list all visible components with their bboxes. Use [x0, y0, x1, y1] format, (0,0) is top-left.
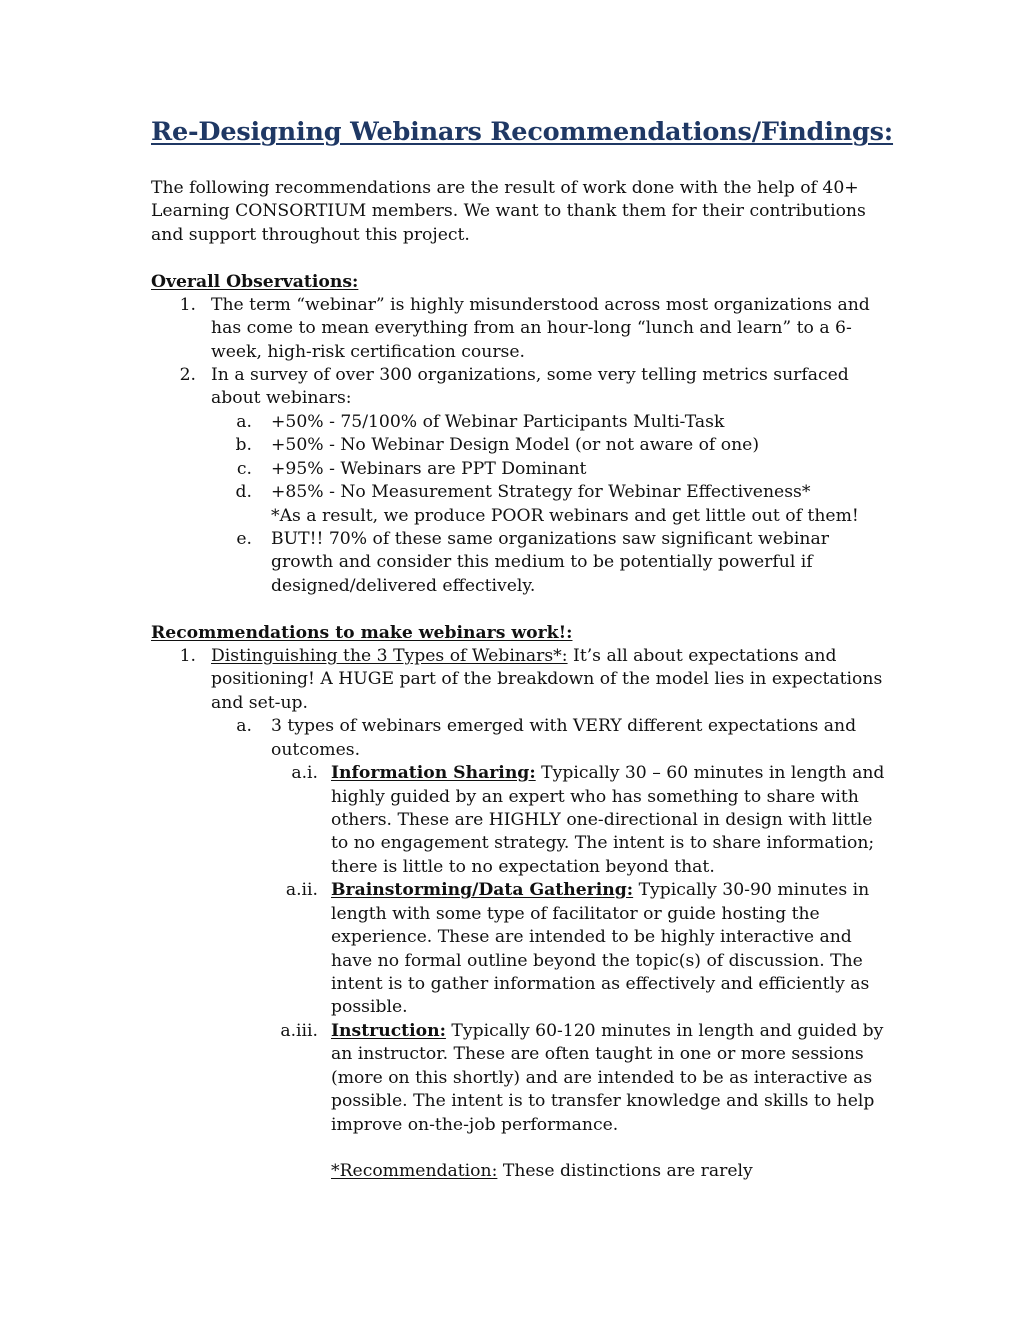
metric-item: +50% - 75/100% of Webinar Participants Multi-Task [271, 412, 725, 432]
type-line: experience. These are intended to be highly interactive and [331, 927, 852, 947]
type-line: there is little to no expectation beyond that. [331, 857, 715, 877]
metric-item: +95% - Webinars are PPT Dominant [271, 459, 587, 479]
sub-marker: a. [236, 716, 252, 736]
type-name: Information Sharing: [331, 763, 536, 783]
overall-item1-line: has come to mean everything from an hour-long “lunch and learn” to a 6- [211, 318, 852, 338]
type-first-line-rest: Typically 60-120 minutes in length and guided by [445, 1021, 884, 1041]
recommendation-sub-line: outcomes. [271, 740, 361, 760]
type-line: length with some type of facilitator or guide hosting the [331, 904, 820, 924]
intro-line-2: Learning CONSORTIUM members. We want to thank them for their contributions [151, 201, 866, 221]
recommendation-item1-first-line [211, 645, 836, 669]
overall-item1-line: The term “webinar” is highly misunderstood across most organizations and [211, 295, 870, 315]
overall-heading: Overall Observations: [151, 272, 359, 292]
recommendation-item1-rest: It’s all about expectations and [567, 646, 837, 666]
types-link-heading: Distinguishing the 3 Types of Webinars*: [211, 646, 568, 666]
metric-item: +50% - No Webinar Design Model (or not aware of one) [271, 435, 760, 455]
type-line: highly guided by an expert who has something to share with [331, 787, 859, 807]
intro-line-3: and support throughout this project. [151, 225, 470, 245]
type-line: improve on-the-job performance. [331, 1115, 619, 1135]
overall-item1-line: week, high-risk certification course. [211, 342, 526, 362]
type-first-line-rest: Typically 30 – 60 minutes in length and [535, 763, 885, 783]
sub-marker: c. [236, 459, 252, 479]
sub-marker: e. [236, 529, 252, 549]
type-line: an instructor. These are often taught in one or more sessions [331, 1044, 864, 1064]
recommendation-note-text: These distinctions are rarely [497, 1161, 753, 1181]
metric-item-line: growth and consider this medium to be potentially powerful if [271, 552, 813, 572]
list-marker: 2. [179, 365, 196, 385]
list-marker: 1. [179, 295, 196, 315]
overall-item2-line: about webinars: [211, 388, 352, 408]
metric-item: BUT!! 70% of these same organizations saw significant webinar [271, 529, 829, 549]
roman-marker: a.i. [291, 763, 318, 783]
type-information-sharing [331, 762, 884, 786]
intro-line-1: The following recommendations are the result of work done with the help of 40+ [151, 178, 859, 198]
recommendation-sub-line: 3 types of webinars emerged with VERY different expectations and [271, 716, 857, 736]
type-brainstorming [331, 879, 869, 903]
type-name: Instruction: [331, 1021, 446, 1041]
sub-marker: d. [235, 482, 252, 502]
document-title: Re-Designing Webinars Recommendations/Findings: [151, 117, 894, 147]
recommendation-item1-line: and set-up. [211, 693, 309, 713]
roman-marker: a.ii. [285, 880, 318, 900]
list-marker: 1. [179, 646, 196, 666]
metric-item-line: designed/delivered effectively. [271, 576, 536, 596]
type-line: possible. The intent is to transfer knowledge and skills to help [331, 1091, 875, 1111]
type-line: others. These are HIGHLY one-directional in design with little [331, 810, 873, 830]
recommendation-note-label: *Recommendation: [331, 1161, 498, 1181]
type-line: intent is to gather information as effectively and efficiently as [331, 974, 870, 994]
sub-marker: b. [235, 435, 252, 455]
sub-marker: a. [236, 412, 252, 432]
recommendations-heading: Recommendations to make webinars work!: [151, 623, 573, 643]
type-line: have no formal outline beyond the topic(s) of discussion. The [331, 951, 863, 971]
recommendation-note [331, 1160, 753, 1184]
overall-item2-line: In a survey of over 300 organizations, some very telling metrics surfaced [211, 365, 849, 385]
type-instruction [331, 1020, 883, 1044]
type-line: (more on this shortly) and are intended to be as interactive as [331, 1068, 873, 1088]
metric-note: *As a result, we produce POOR webinars and get little out of them! [271, 506, 859, 526]
type-line: to no engagement strategy. The intent is to share information; [331, 833, 875, 853]
type-name: Brainstorming/Data Gathering: [331, 880, 634, 900]
type-first-line-rest: Typically 30-90 minutes in [633, 880, 870, 900]
recommendation-item1-line: positioning! A HUGE part of the breakdown of the model lies in expectations [211, 669, 883, 689]
metric-item: +85% - No Measurement Strategy for Webinar Effectiveness* [271, 482, 811, 502]
type-line: possible. [331, 997, 408, 1017]
roman-marker: a.iii. [280, 1021, 318, 1041]
